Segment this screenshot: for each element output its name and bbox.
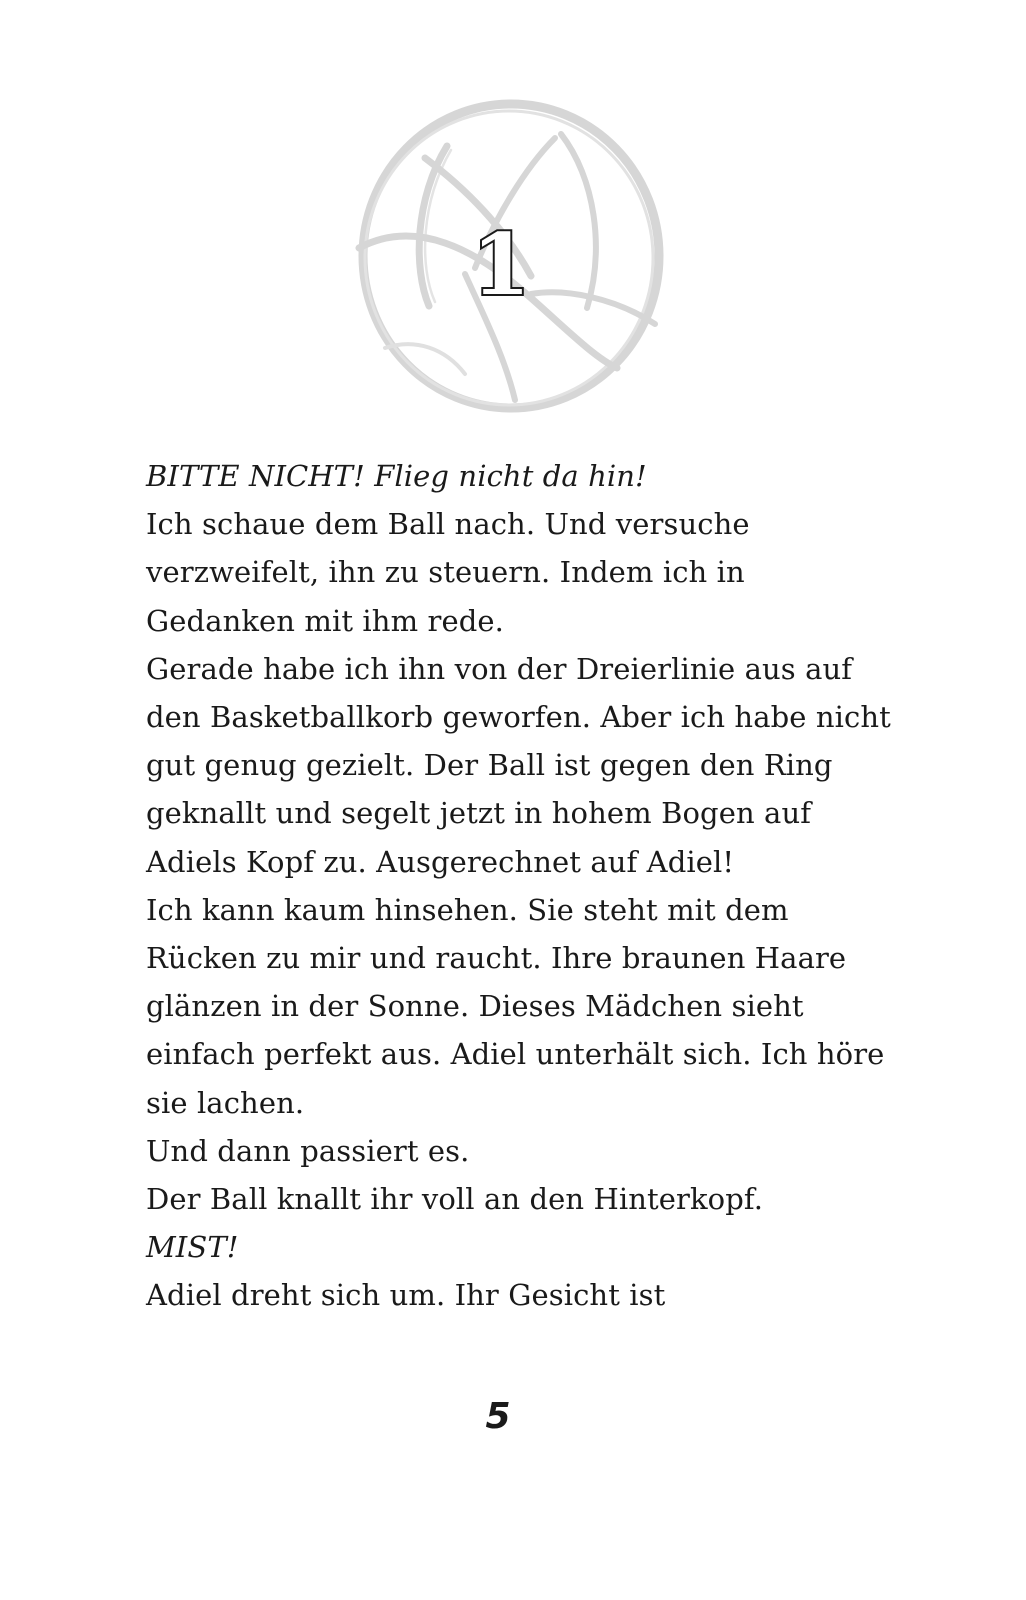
text-line: Und dann passiert es. xyxy=(146,1133,470,1168)
text-line: Gedanken mit ihm rede. xyxy=(146,603,504,638)
text-line: geknallt und segelt jetzt in hohem Bogen auf xyxy=(146,796,812,831)
text-line: verzweifelt, ihn zu steuern. Indem ich in xyxy=(146,555,745,590)
chapter-number-graphic xyxy=(355,98,665,414)
chapter-body-text xyxy=(146,452,906,1320)
text-line: Adiel dreht sich um. Ihr Gesicht ist xyxy=(146,1278,666,1313)
text-line: einfach perfekt aus. Adiel unterhält sich. Ich höre xyxy=(146,1037,885,1072)
page-number-graphic xyxy=(478,1390,518,1440)
text-line: Ich schaue dem Ball nach. Und versuche xyxy=(146,507,750,542)
text-line: Der Ball knallt ihr voll an den Hinterkopf. xyxy=(146,1182,764,1217)
text-line: Ich kann kaum hinsehen. Sie steht mit dem xyxy=(146,892,789,927)
text-line: BITTE NICHT! Flieg nicht da hin! xyxy=(146,459,647,493)
text-line: Adiels Kopf zu. Ausgerechnet auf Adiel! xyxy=(146,844,735,879)
text-line: MIST! xyxy=(146,1230,239,1265)
chapter-emblem xyxy=(355,98,665,414)
text-line: sie lachen. xyxy=(146,1085,305,1120)
text-line: Gerade habe ich ihn von der Dreierlinie aus auf xyxy=(146,651,853,686)
text-line: gut genug gezielt. Der Ball ist gegen den Ring xyxy=(146,748,833,783)
text-line: glänzen in der Sonne. Dieses Mädchen sieht xyxy=(146,989,804,1024)
page-number: 5 xyxy=(485,1396,511,1437)
text-line: den Basketballkorb geworfen. Aber ich habe nicht xyxy=(146,700,891,735)
text-line: Rücken zu mir und raucht. Ihre braunen Haare xyxy=(146,941,847,976)
chapter-number: 1 xyxy=(471,215,531,314)
